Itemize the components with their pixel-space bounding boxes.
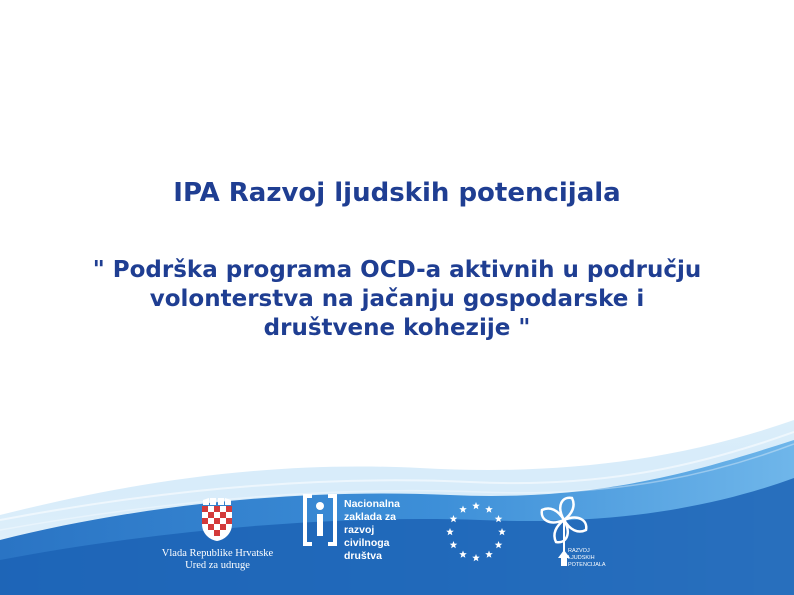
eu-star <box>459 551 467 558</box>
hrd-logo <box>536 492 616 572</box>
eu-star <box>459 505 467 512</box>
foundation-line-3: razvoj <box>344 524 375 536</box>
government-logo <box>150 494 285 574</box>
foundation-line-2: zaklada za <box>344 511 396 523</box>
eu-star <box>498 528 506 535</box>
eu-star <box>485 505 493 512</box>
eu-star <box>446 528 454 535</box>
subtitle-line: volonterstva na jačanju gospodarske i <box>149 286 645 312</box>
foundation-logo <box>302 490 407 575</box>
foundation-line-1: Nacionalna <box>344 498 401 510</box>
subtitle-line: društvene kohezije " <box>263 315 531 341</box>
eu-star <box>495 541 503 548</box>
croatian-coat-of-arms-icon <box>200 498 234 542</box>
eu-stars-icon <box>444 500 508 564</box>
eu-logo <box>444 500 508 564</box>
government-line-1: Vlada Republike Hrvatske <box>161 548 274 559</box>
eu-star <box>472 502 480 509</box>
slide-title: IPA Razvoj ljudskih potencijala <box>173 178 621 208</box>
government-line-2: Ured za udruge <box>185 560 250 571</box>
eu-star <box>450 541 458 548</box>
foundation-line-4: civilnoga <box>344 537 390 549</box>
eu-star <box>495 515 503 522</box>
hrd-line-3: POTENCIJALA <box>568 562 606 568</box>
subtitle-line: " Podrška programa OCD-a aktivnih u području <box>92 257 702 283</box>
bracket-person-icon <box>302 492 338 548</box>
eu-star <box>450 515 458 522</box>
foundation-line-5: društva <box>344 550 382 562</box>
eu-star <box>472 554 480 561</box>
slide-subtitle <box>20 256 774 343</box>
hrd-line-2: LJUDSKIH <box>568 555 595 561</box>
eu-star <box>485 551 493 558</box>
hrd-line-1: RAZVOJ <box>568 548 590 554</box>
